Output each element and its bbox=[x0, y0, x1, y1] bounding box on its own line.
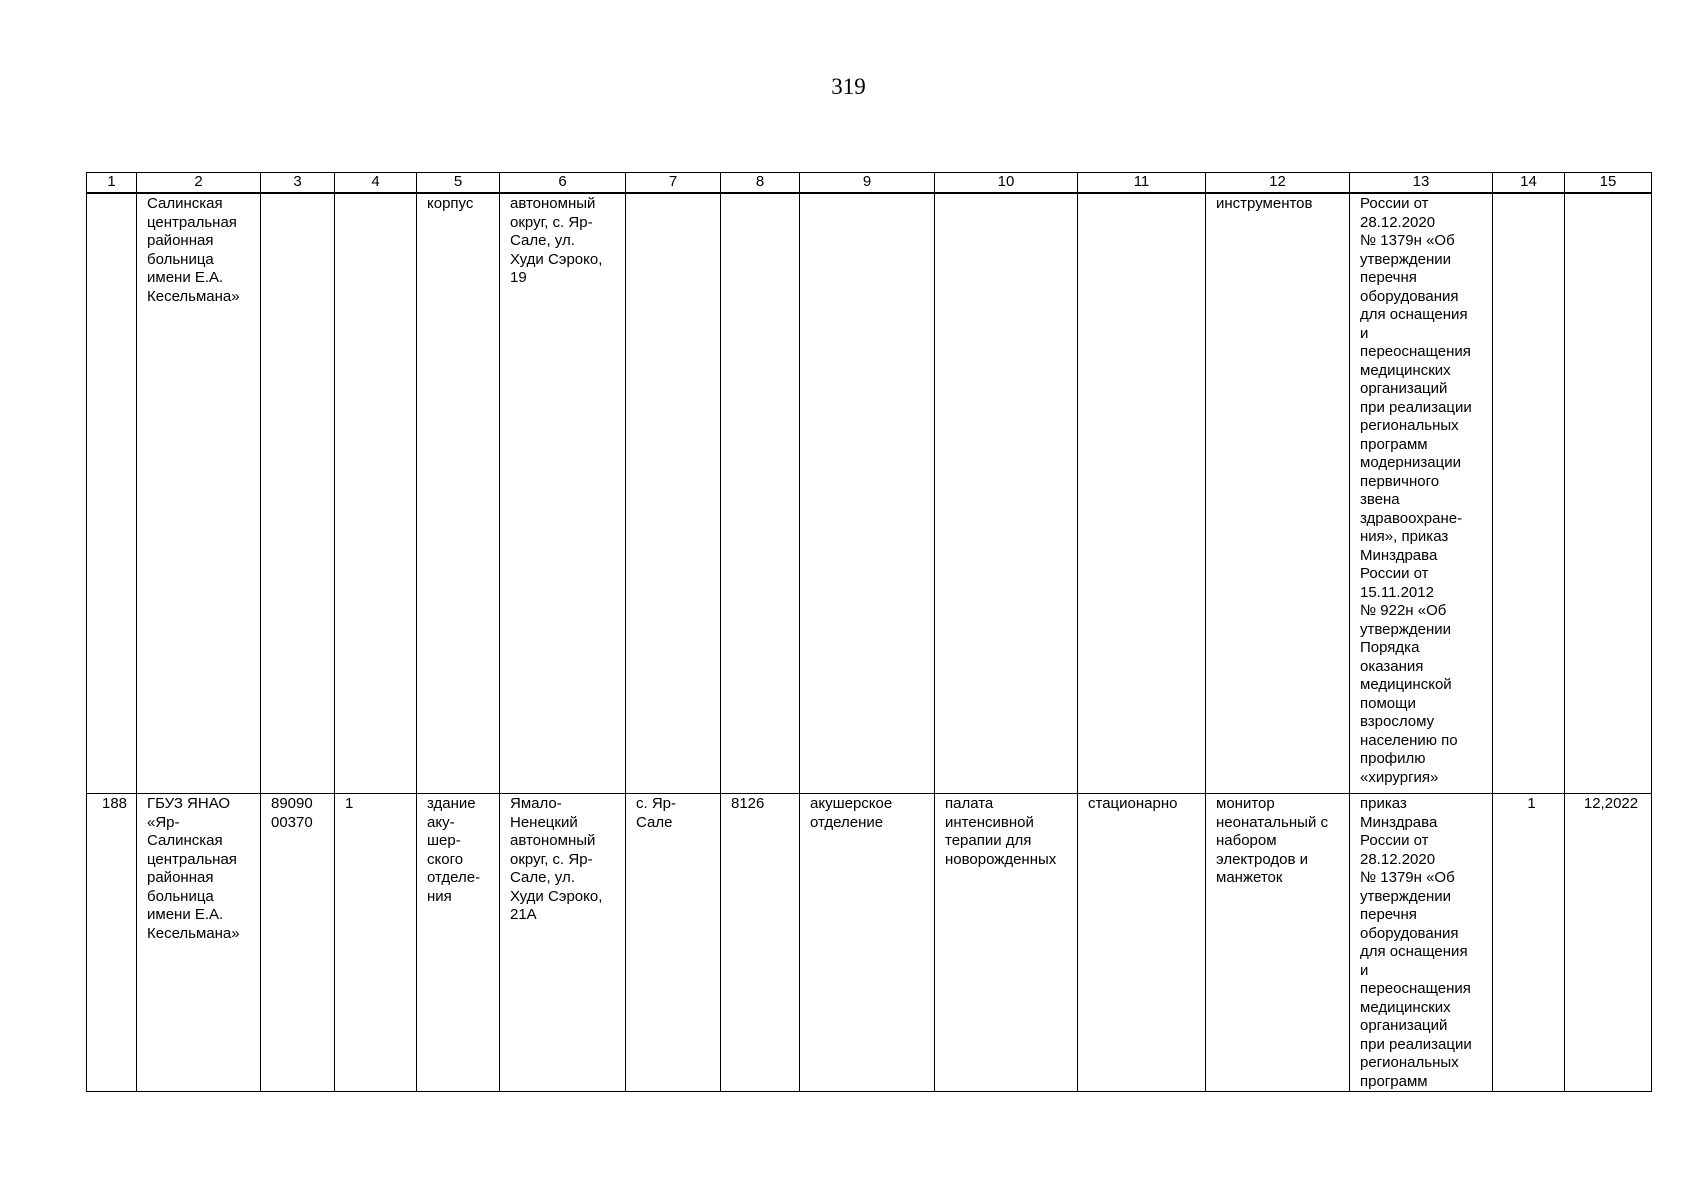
page-number: 319 bbox=[831, 74, 866, 99]
organization-cell: Салинская центральная районная больница имени Е.А. Кесельмана» bbox=[137, 193, 261, 794]
count-cell bbox=[335, 193, 417, 794]
room-cell bbox=[935, 193, 1078, 794]
column-header: 14 bbox=[1493, 173, 1565, 194]
care-type-cell: стационарно bbox=[1078, 794, 1206, 1092]
address-cell: Ямало- Ненецкий автономный округ, с. Яр- Сале, ул. Худи Сэроко, 21А bbox=[500, 794, 626, 1092]
row-number-cell bbox=[87, 193, 137, 794]
quantity-cell bbox=[1493, 193, 1565, 794]
column-header: 3 bbox=[261, 173, 335, 194]
column-header: 2 bbox=[137, 173, 261, 194]
unit-code-cell: 8126 bbox=[721, 794, 800, 1092]
table-row bbox=[87, 193, 1652, 794]
column-header: 10 bbox=[935, 173, 1078, 194]
department-cell: акушерское отделение bbox=[800, 794, 935, 1092]
room-cell: палата интенсивной терапии для новорожденных bbox=[935, 794, 1078, 1092]
unit-code-cell bbox=[721, 193, 800, 794]
column-header: 7 bbox=[626, 173, 721, 194]
table-row bbox=[87, 794, 1652, 1092]
column-header: 13 bbox=[1350, 173, 1493, 194]
quantity-cell: 1 bbox=[1493, 794, 1565, 1092]
count-cell: 1 bbox=[335, 794, 417, 1092]
organization-cell: ГБУЗ ЯНАО «Яр- Салинская центральная районная больница имени Е.А. Кесельмана» bbox=[137, 794, 261, 1092]
column-header: 15 bbox=[1565, 173, 1652, 194]
equipment-cell: инструментов bbox=[1206, 193, 1350, 794]
regulation-cell: России от 28.12.2020 № 1379н «Об утверждении перечня оборудования для оснащения и переоснащения медицинских организаций при реализации региональных программ модернизации первичного звена здравоохране- ния», приказ Минздрава России от 15.11.2012 № 922н «Об утверждении Порядка оказания медицинской помощи взрослому населению по профилю «хирургия» bbox=[1350, 193, 1493, 794]
locality-cell: с. Яр- Сале bbox=[626, 794, 721, 1092]
column-header: 5 bbox=[417, 173, 500, 194]
building-cell: корпус bbox=[417, 193, 500, 794]
address-cell: автономный округ, с. Яр- Сале, ул. Худи Сэроко, 19 bbox=[500, 193, 626, 794]
column-header: 12 bbox=[1206, 173, 1350, 194]
column-header: 8 bbox=[721, 173, 800, 194]
column-header: 4 bbox=[335, 173, 417, 194]
regulation-cell: приказ Минздрава России от 28.12.2020 № 1379н «Об утверждении перечня оборудования для оснащения и переоснащения медицинских организаций при реализации региональных программ bbox=[1350, 794, 1493, 1092]
column-number-header-row bbox=[87, 173, 1652, 194]
column-header: 11 bbox=[1078, 173, 1206, 194]
column-header: 9 bbox=[800, 173, 935, 194]
code-cell: 89090 00370 bbox=[261, 794, 335, 1092]
code-cell bbox=[261, 193, 335, 794]
equipment-cell: монитор неонатальный с набором электродов и манжеток bbox=[1206, 794, 1350, 1092]
locality-cell bbox=[626, 193, 721, 794]
equipment-table bbox=[86, 172, 1652, 1092]
care-type-cell bbox=[1078, 193, 1206, 794]
row-number-cell: 188 bbox=[87, 794, 137, 1092]
date-cell bbox=[1565, 193, 1652, 794]
date-cell: 12,2022 bbox=[1565, 794, 1652, 1092]
column-header: 6 bbox=[500, 173, 626, 194]
department-cell bbox=[800, 193, 935, 794]
building-cell: здание аку- шер- ского отделе- ния bbox=[417, 794, 500, 1092]
column-header: 1 bbox=[87, 173, 137, 194]
